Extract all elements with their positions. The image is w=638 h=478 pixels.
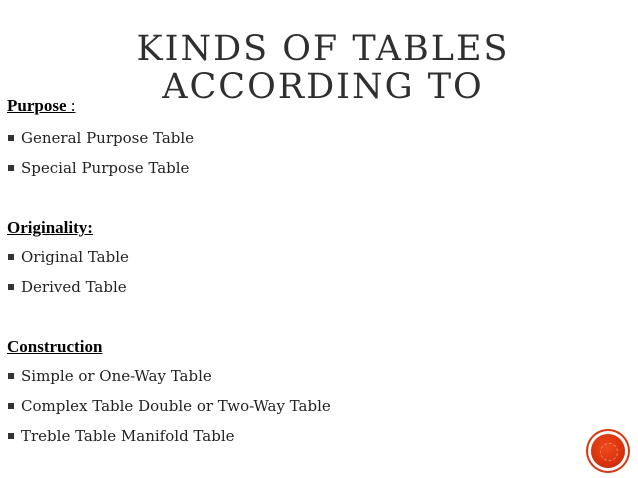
list-item: Derived Table [7,278,127,296]
slide-title-line-2: ACCORDING TO [162,67,484,107]
section-heading-construction: Construction [7,337,103,356]
slide-title [0,30,638,106]
list-item: Treble Table Manifold Table [7,427,235,445]
orange-circle-icon [591,434,625,468]
square-bullet-icon [8,284,14,290]
square-bullet-icon [8,165,14,171]
list-item: Simple or One-Way Table [7,367,212,385]
square-bullet-icon [8,433,14,439]
list-item: General Purpose Table [7,129,194,147]
square-bullet-icon [8,135,14,141]
section-heading-purpose: Purpose : [7,96,76,115]
square-bullet-icon [8,254,14,260]
list-item: Original Table [7,248,129,266]
section-heading-originality: Originality: [7,218,93,237]
list-item: Special Purpose Table [7,159,189,177]
slide-title-line-1: KINDS OF TABLES [136,29,510,69]
square-bullet-icon [8,373,14,379]
list-item: Complex Table Double or Two-Way Table [7,397,331,415]
square-bullet-icon [8,403,14,409]
